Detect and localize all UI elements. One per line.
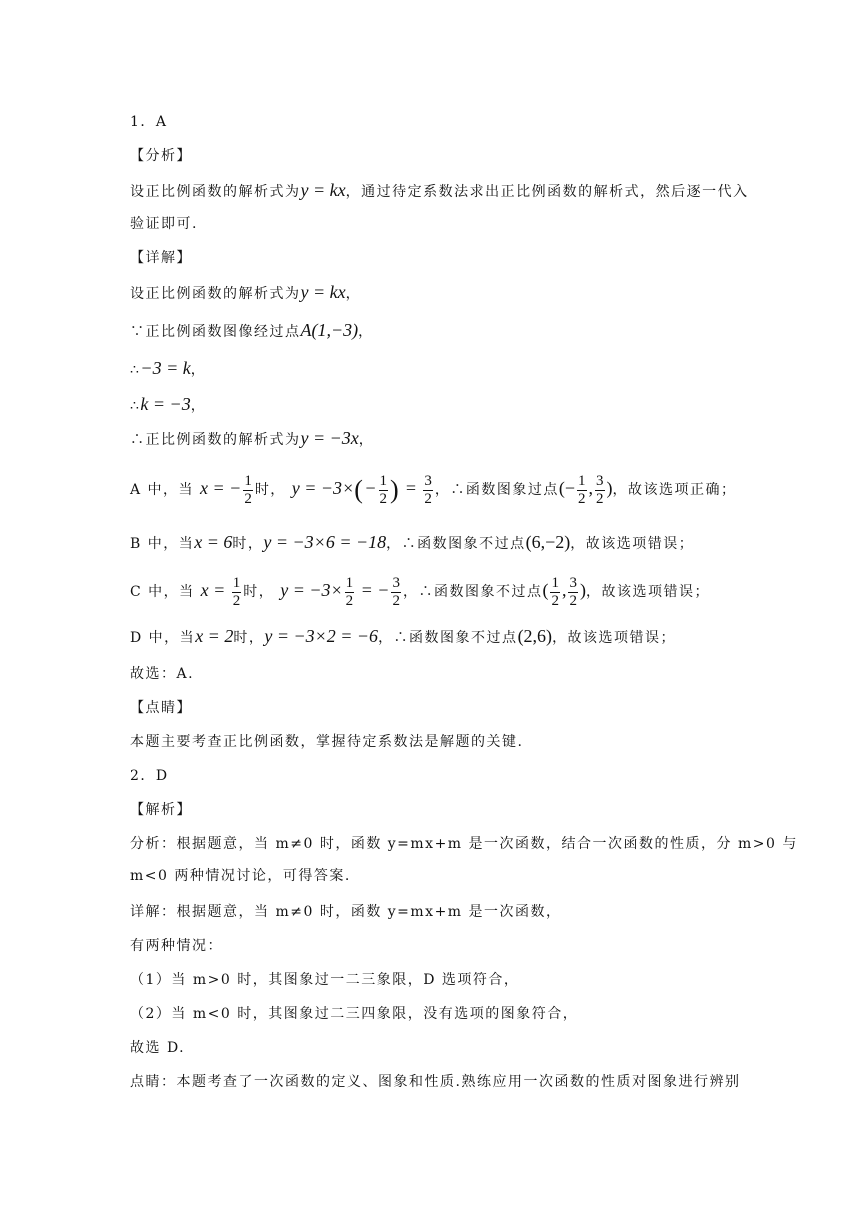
q1-option-b: B 中，当x = 6时，y = −3×6 = −18，∴函数图象不过点(6,−2)，故该选项错误； — [130, 532, 695, 552]
q1-comment-heading: 【点睛】 — [130, 700, 192, 716]
q2-line1: 分析：根据题意，当 m≠0 时，函数 y=mx+m 是一次函数，结合一次函数的性质，分 m>0 与 — [130, 836, 798, 852]
q2-line7: 故选 D. — [130, 1040, 186, 1056]
q1-answer: 1．A — [130, 114, 168, 130]
q1-analysis-heading: 【分析】 — [130, 148, 192, 164]
q1-detail-line3: ∴−3 = k， — [130, 358, 207, 378]
q2-line6: （2）当 m<0 时，其图象过二三四象限，没有选项的图象符合， — [130, 1006, 579, 1022]
q2-line2: m<0 两种情况讨论，可得答案. — [130, 868, 351, 884]
q2-line4: 有两种情况： — [130, 938, 223, 954]
q1-detail-line5: ∴正比例函数的解析式为y = −3x， — [130, 428, 375, 448]
q1-detail-line2: ∵正比例函数图像经过点A(1,−3)， — [130, 320, 374, 340]
q1-analysis-line2: 验证即可. — [130, 216, 198, 232]
q1-detail-line4: ∴k = −3， — [130, 394, 207, 414]
q1-analysis-line1: 设正比例函数的解析式为y = kx，通过待定系数法求出正比例函数的解析式，然后逐一代入 — [130, 180, 749, 200]
q2-line3: 详解：根据题意，当 m≠0 时，函数 y=mx+m 是一次函数， — [130, 904, 562, 920]
q2-analysis-heading: 【解析】 — [130, 802, 192, 818]
q1-option-d: D 中，当x = 2时，y = −3×2 = −6，∴函数图象不过点(2,6)，故该选项错误； — [130, 626, 677, 646]
q1-option-a: A 中，当 x = − $\frac{1}{2}$ 时， y = −3×(− $\frac{1}{2}$ ) = $\frac{3}{2}$ ，∴函数图象过点(− $\frac{1}{2}$ , $\frac{3}{2}$ )，故该选项正确； — [130, 472, 737, 507]
q2-line8: 点睛：本题考查了一次函数的定义、图象和性质.熟练应用一次函数的性质对图象进行辨别 — [130, 1074, 741, 1090]
q1-detail-line1: 设正比例函数的解析式为y = kx， — [130, 282, 362, 302]
q2-answer: 2．D — [130, 768, 169, 784]
q1-detail-heading: 【详解】 — [130, 250, 192, 266]
q1-comment: 本题主要考查正比例函数，掌握待定系数法是解题的关键. — [130, 734, 524, 750]
q1-option-c: C 中，当 x = $\frac{1}{2}$ 时， y = −3× $\frac{1}{2}$ = − $\frac{3}{2}$ ，∴函数图象不过点( $\frac{1}{2}$ , $\frac{3}{2}$ )，故该选项错误； — [130, 574, 710, 609]
q2-line5: （1）当 m>0 时，其图象过一二三象限，D 选项符合， — [130, 972, 520, 988]
q1-choice: 故选：A. — [130, 666, 195, 682]
